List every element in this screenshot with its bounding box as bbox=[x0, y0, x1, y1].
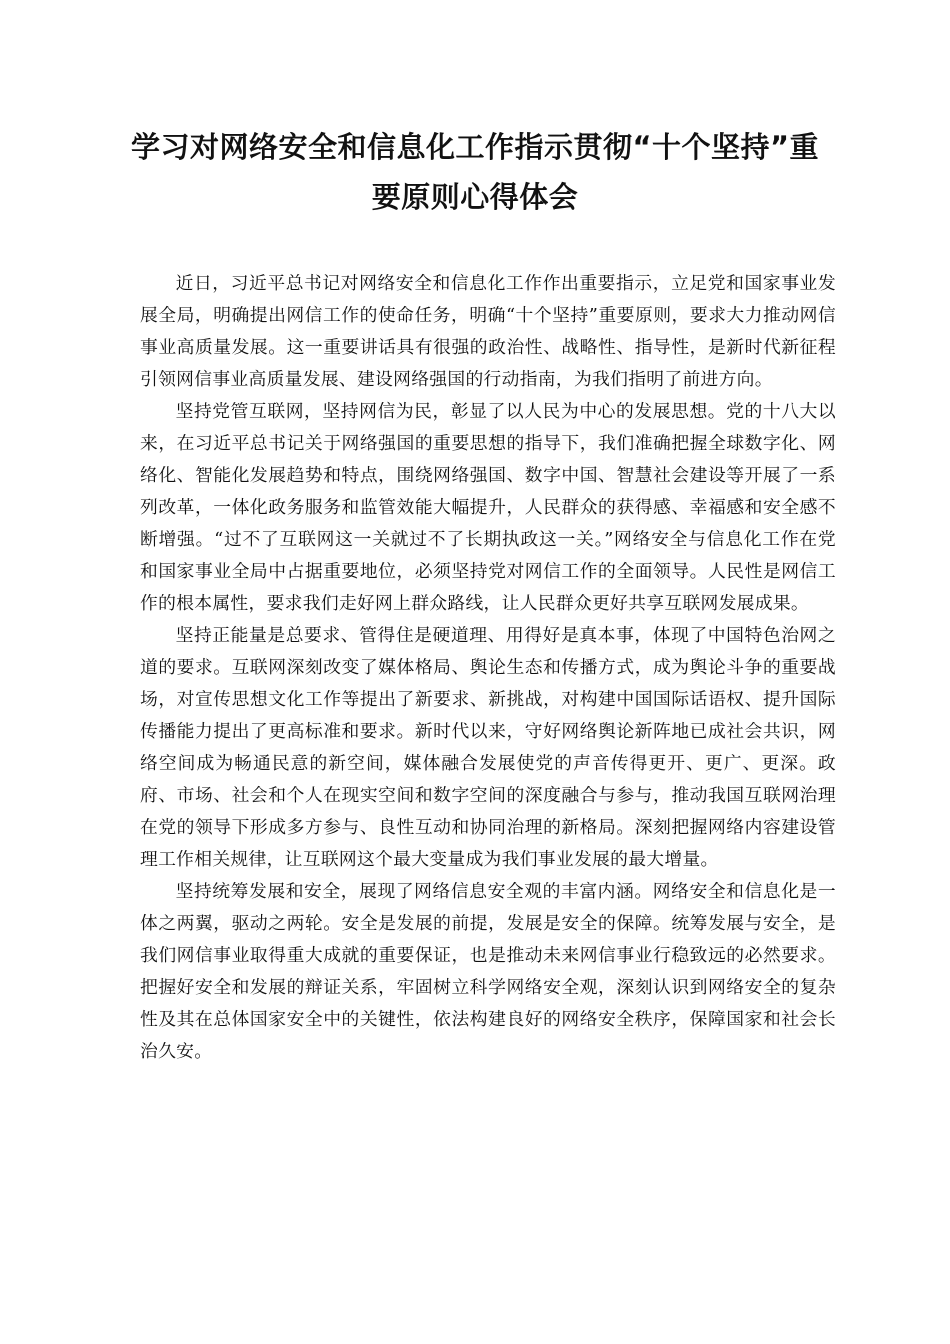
paragraph-4: 坚持统筹发展和安全，展现了网络信息安全观的丰富内涵。网络安全和信息化是一体之两翼，驱动之两轮。安全是发展的前提，发展是安全的保障。统筹发展与安全，是我们网信事业取得重大成就的重要保证，也是推动未来网信事业行稳致远的必然要求。把握好安全和发展的辩证关系，牢固树立科学网络安全观，深刻认识到网络安全的复杂性及其在总体国家安全中的关键性，依法构建良好的网络安全秩序，保障国家和社会长治久安。 bbox=[140, 881, 836, 1062]
paragraph-2: 坚持党管互联网，坚持网信为民，彰显了以人民为中心的发展思想。党的十八大以来，在习近平总书记关于网络强国的重要思想的指导下，我们准确把握全球数字化、网络化、智能化发展趋势和特点，围绕网络强国、数字中国、智慧社会建设等开展了一系列改革，一体化政务服务和监管效能大幅提升，人民群众的获得感、幸福感和安全感不断增强。“过不了互联网这一关就过不了长期执政这一关。”网络安全与信息化工作在党和国家事业全局中占据重要地位，必须坚持党对网信工作的全面领导。人民性是网信工作的根本属性，要求我们走好网上群众路线，让人民群众更好共享互联网发展成果。 bbox=[140, 401, 836, 614]
paragraph-3: 坚持正能量是总要求、管得住是硬道理、用得好是真本事，体现了中国特色治网之道的要求。互联网深刻改变了媒体格局、舆论生态和传播方式，成为舆论斗争的重要战场，对宣传思想文化工作等提出了新要求、新挑战，对构建中国国际话语权、提升国际传播能力提出了更高标准和要求。新时代以来，守好网络舆论新阵地已成社会共识，网络空间成为畅通民意的新空间，媒体融合发展使党的声音传得更开、更广、更深。政府、市场、社会和个人在现实空间和数字空间的深度融合与参与，推动我国互联网治理在党的领导下形成多方参与、良性互动和协同治理的新格局。深刻把握网络内容建设管理工作相关规律，让互联网这个最大变量成为我们事业发展的最大增量。 bbox=[140, 625, 836, 870]
document-title: 学习对网络安全和信息化工作指示贯彻“十个坚持”重要原则心得体会 bbox=[130, 130, 820, 214]
document-body bbox=[140, 268, 836, 1068]
paragraph-1: 近日，习近平总书记对网络安全和信息化工作作出重要指示，立足党和国家事业发展全局，明确提出网信工作的使命任务，明确“十个坚持”重要原则，要求大力推动网信事业高质量发展。这一重要讲话具有很强的政治性、战略性、指导性，是新时代新征程引领网信事业高质量发展、建设网络强国的行动指南，为我们指明了前进方向。 bbox=[140, 273, 836, 390]
